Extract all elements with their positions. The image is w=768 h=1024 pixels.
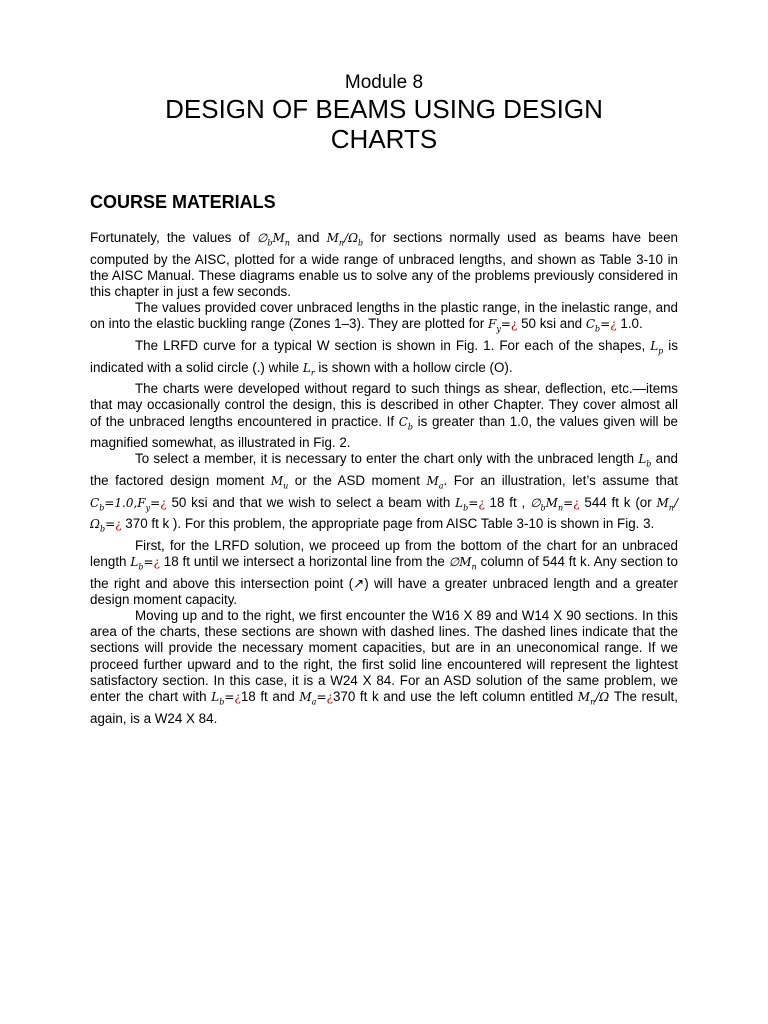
text: 18 ft , [484,494,531,510]
title-line-2: CHARTS [330,124,438,154]
text: The LRFD curve for a typical W section is shown in Fig. 1. For each of the shapes, [135,338,651,353]
lp-expression: $L_p$ [650,339,664,356]
mn-over-omega-expression: $M_n/\Omega_b$ [326,231,364,248]
text: and the factored design moment [90,451,679,488]
phi-mn-expression: $\emptyset M_n$ [448,554,477,572]
text: The values provided cover unbraced lengths in the plastic range, in the inelastic range, and on into the elastic buckling range (Zones 1–3). They are plotted for [90,300,678,332]
placeholder-glyph: ¿ [115,517,122,532]
module-label: Module 8 [344,72,424,93]
text: 50 ksi and [517,316,586,332]
placeholder-glyph: ¿ [610,317,617,332]
ma-expression: $M_a$ [426,473,444,491]
text: column of 544 ft k. Any section to the right and above this intersection point ( [90,553,678,591]
text: Fortunately, the values of [90,230,257,245]
text: 370 ft k ). For this problem, the appropriate page from AISC Table 3-10 is shown in Fig. 3. [121,516,655,532]
paragraph-5 [90,451,678,537]
text: 370 ft k and use the left column entitled [332,688,578,704]
text: is greater than 1.0, the values given will be magnified somewhat, as illustrated in Fig. 2. [90,413,678,451]
fy-expression: $F_y=$ [488,317,511,334]
text: or the ASD moment [288,472,427,488]
lb-expression: $L_b$ [638,452,652,469]
text: . For an illustration, let’s assume that [443,472,678,488]
title-line-1: DESIGN OF BEAMS USING DESIGN [165,94,603,124]
paragraph-2 [90,300,678,338]
arrow-up-right-icon: ↗ [353,575,365,591]
ma-expression: $M_a=$ [299,689,327,707]
text: 50 ksi and that we wish to select a beam with [166,494,456,510]
placeholder-glyph: ¿ [573,495,580,510]
phi-b-mn-expression: $\emptyset_bM_n$ [256,231,290,248]
text: 544 ft k (or [579,494,657,510]
paragraph-1 [90,230,678,300]
lb-expression: $L_b=$ [455,495,479,512]
body-text [90,230,678,727]
mu-expression: $M_u$ [270,473,289,491]
text: The result, again, is a W24 X 84. [90,688,679,726]
text: The charts were developed without regard to such things as shear, deflection, etc.—items that may occasionally control the design, this is described in other Chapter. They cover almost all of the unbraced lengths encountered in practice. If [90,381,678,429]
text: is shown with a hollow circle (O). [314,359,513,375]
section-heading: COURSE MATERIALS [90,192,276,212]
lb-expression: $L_b=$ [211,689,235,707]
text: First, for the LRFD solution, we proceed up from the bottom of the chart for an unbraced length [90,537,678,569]
placeholder-glyph: ¿ [510,317,518,332]
paragraph-4 [90,381,678,451]
text: 18 ft and [240,688,300,704]
document-title [90,94,678,154]
cb-expression: $C_b$ [398,414,414,431]
text: ) will have a greater unbraced length and a greater design moment capacity. [90,575,678,607]
text: and [289,230,327,245]
text: 1.0. [616,316,643,332]
text: 18 ft until we intersect a horizontal line from the [159,553,449,569]
text: for sections normally used as beams have been computed by the AISC, plotted for a wide range of unbraced lengths, and shown as Table 3-10 in the AISC Manual. These diagrams enable us to solve any of the problems previously considered in this chapter in just a few seconds. [90,230,678,299]
lr-expression: $L_r$ [302,360,315,377]
text: is indicated with a solid circle (.) while [90,338,678,375]
paragraph-7 [90,608,678,727]
placeholder-glyph: ¿ [478,495,485,510]
paragraph-6 [90,538,678,608]
text: To select a member, it is necessary to enter the chart only with the unbraced length [135,451,639,467]
lb-expression: $L_b=$ [130,554,154,572]
placeholder-glyph: ¿ [234,689,241,704]
placeholder-glyph: ¿ [326,689,333,704]
placeholder-glyph: ¿ [153,554,160,569]
cb-fy-expression: $C_b=1.0,F_y=$ [90,495,161,512]
mn-over-omega-expression: $M_n/\Omega_b=$ [90,495,678,534]
placeholder-glyph: ¿ [160,495,167,510]
cb-expression: $C_b=$ [585,317,611,334]
text: Moving up and to the right, we first encounter the W16 X 89 and W14 X 90 sections. In this area of the charts, these sections are shown with dashed lines. The dashed lines indicate that the sections will provide the necessary moment capacities, but are in an uneconomical range. If we proceed further upward and to the right, the first solid line encountered will represent the lightest satisfactory section. In this case, it is a W24 X 84. For an ASD solution of the same problem, we enter the chart with [90,607,678,704]
paragraph-3 [90,338,678,381]
phi-b-mn-expression: $\emptyset_bM_n=$ [530,495,574,512]
mn-over-omega-expression: $M_n/\Omega$ [577,689,610,707]
